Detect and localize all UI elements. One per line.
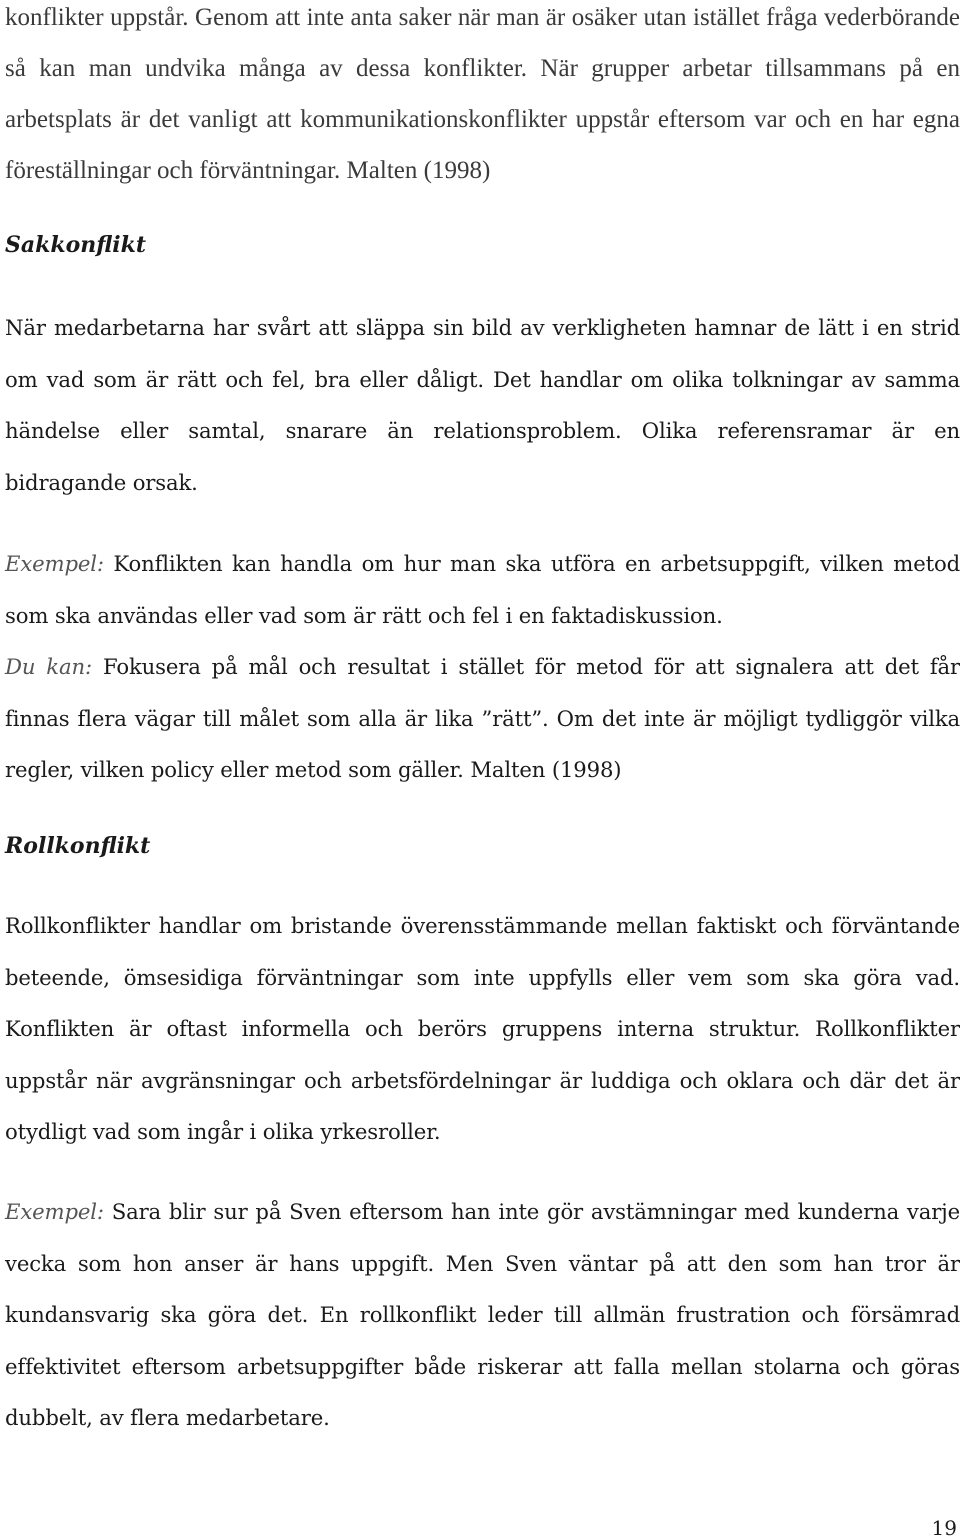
sakkonflikt-heading: Sakkonflikt — [5, 232, 147, 258]
document-page — [5, 0, 960, 1539]
intro-paragraph: konflikter uppstår. Genom att inte anta saker när man är osäker utan istället fråga vederbörande så kan man undvika många av dessa konflikter. När grupper arbetar tillsammans på en arbetsplats är det vanligt att kommunikationskonflikter uppstår eftersom var och en har egna föreställningar och förväntningar. Malten (1998) — [5, 4, 960, 184]
du-kan-label: Du kan: — [5, 654, 92, 679]
rollkonflikt-example-label: Exempel: — [5, 1199, 104, 1224]
sakkonflikt-example-text: Konflikten kan handla om hur man ska utföra en arbetsuppgift, vilken metod som ska användas eller vad som är rätt och fel i en faktadiskussion. — [5, 551, 960, 628]
rollkonflikt-paragraph: Rollkonflikter handlar om bristande överensstämmande mellan faktiskt och förväntande beteende, ömsesidiga förväntningar som inte uppfylls eller vem som ska göra vad. Konflikten är oftast informella och berörs gruppens interna struktur. Rollkonflikter uppstår när avgränsningar och arbetsfördelningar är luddiga och oklara och där det är otydligt vad som ingår i olika yrkesroller. — [5, 913, 960, 1144]
sakkonflikt-example-label: Exempel: — [5, 551, 104, 576]
rollkonflikt-heading: Rollkonflikt — [5, 833, 151, 859]
page-number: 19 — [931, 1516, 957, 1540]
rollkonflikt-example-block — [5, 1186, 960, 1444]
du-kan-text: Fokusera på mål och resultat i stället för metod för att signalera att det får finnas flera vägar till målet som alla är lika ”rätt”. Om det inte är möjligt tydliggör vilka regler, vilken policy eller metod som gäller. — [5, 654, 960, 782]
sakkonflikt-citation: Malten (1998) — [463, 757, 622, 782]
sakkonflikt-paragraph: När medarbetarna har svårt att släppa sin bild av verkligheten hamnar de lätt i en strid om vad som är rätt och fel, bra eller dåligt. Det handlar om olika tolkningar av samma händelse eller samtal, snarare än relationsproblem. Olika referensramar är en bidragande orsak. — [5, 315, 960, 495]
sakkonflikt-du-kan-block — [5, 641, 960, 796]
rollkonflikt-example-text: Sara blir sur på Sven eftersom han inte gör avstämningar med kunderna varje vecka som hon anser är hans uppgift. Men Sven väntar på att den som han tror är kundansvarig ska göra det. En rollkonflikt leder till allmän frustration och försämrad effektivitet eftersom arbetsuppgifter både riskerar att falla mellan stolarna och göras dubbelt, av flera medarbetare. — [5, 1199, 960, 1430]
sakkonflikt-example-block — [5, 538, 960, 641]
